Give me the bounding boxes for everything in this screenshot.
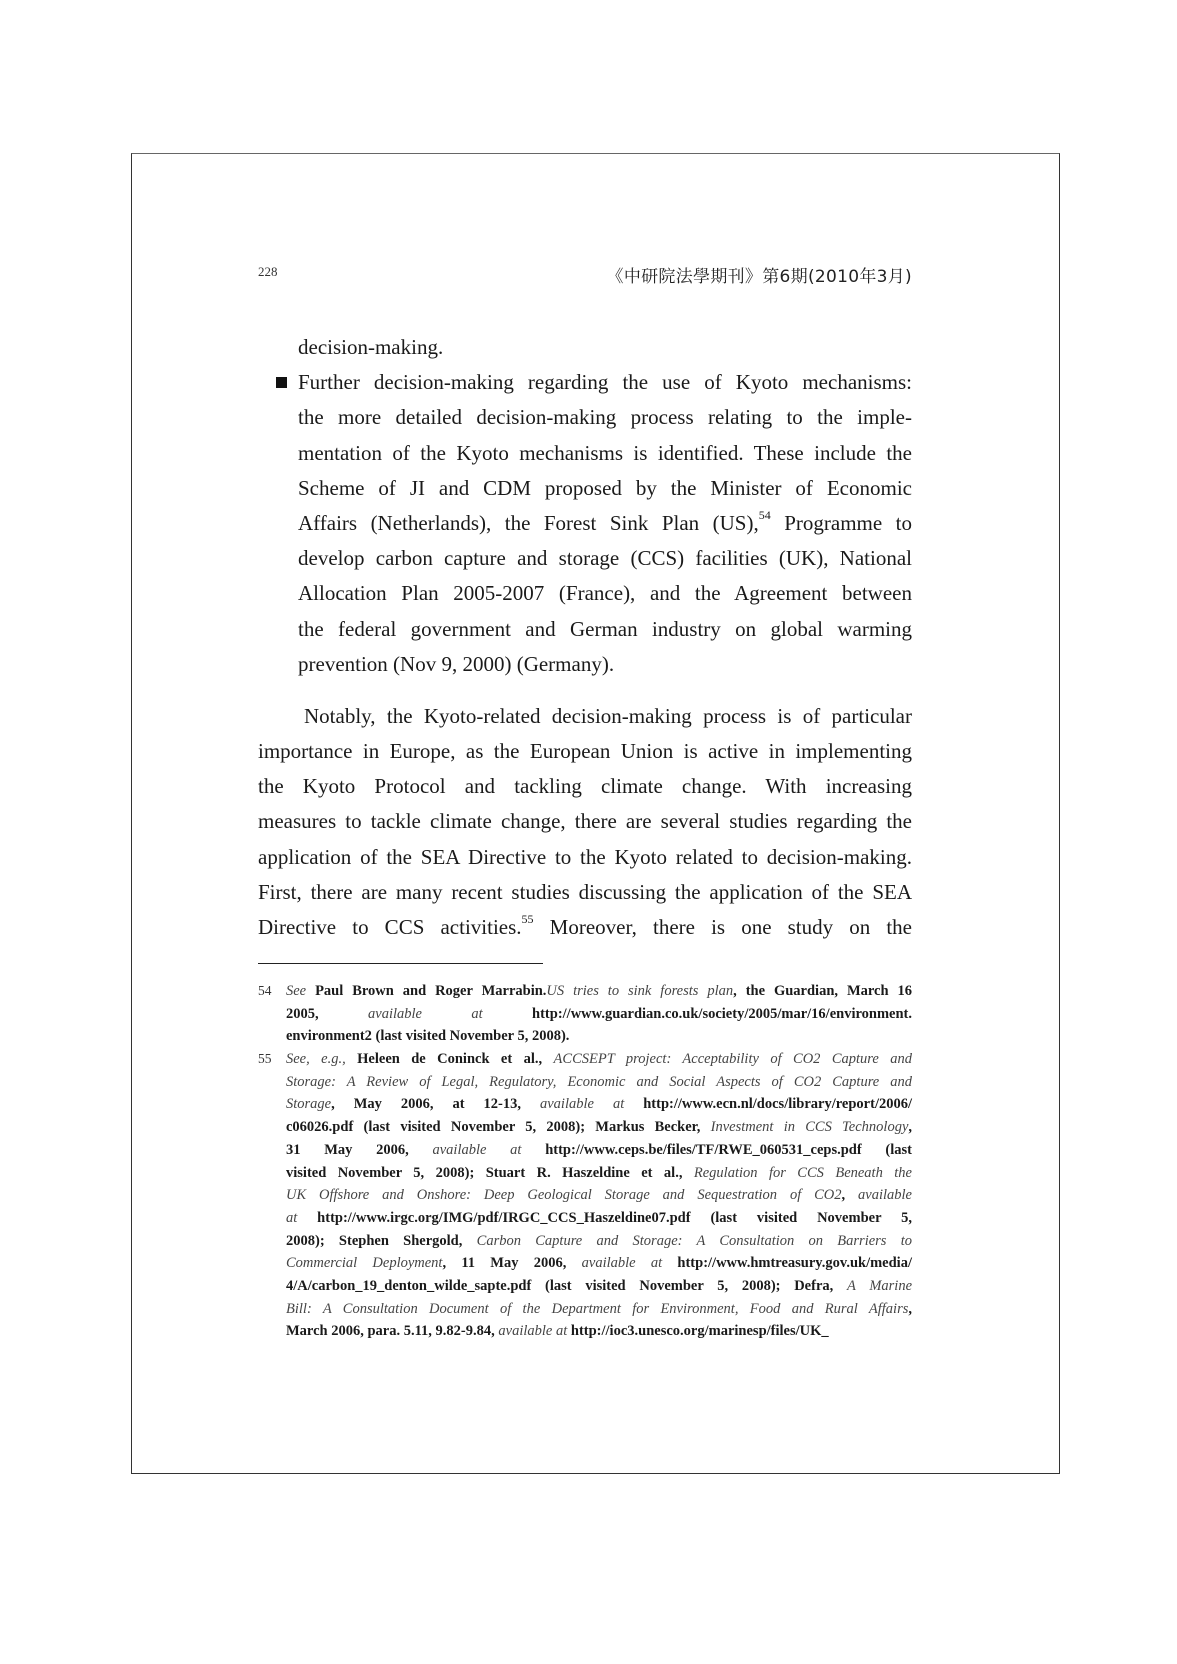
body-paragraph bbox=[258, 699, 912, 945]
footnote-line bbox=[286, 1025, 912, 1048]
running-header bbox=[258, 262, 912, 287]
footnote-text: March 2006, para. 5.11, 9.82-9.84, bbox=[286, 1323, 499, 1340]
footnote-line bbox=[286, 1207, 912, 1230]
footnote-line bbox=[286, 1093, 912, 1116]
footnote-text: See, e.g., bbox=[286, 1051, 358, 1068]
bullet-line: Allocation Plan 2005-2007 (France), and the Agreement between bbox=[298, 581, 912, 606]
footnote-text: Heleen de Coninck et al., bbox=[357, 1051, 554, 1068]
paragraph-line: Notably, the Kyoto-related decision-making process is of particular bbox=[304, 703, 912, 728]
body-text bbox=[258, 330, 912, 945]
footnote-text: ACCSEPT project: Acceptability of CO2 Capture and bbox=[553, 1051, 912, 1068]
paragraph-line: importance in Europe, as the European Union is active in implementing bbox=[258, 739, 912, 764]
bullet-line-text: Programme to bbox=[784, 510, 913, 535]
paragraph-line: application of the SEA Directive to the Kyoto related to decision-making. bbox=[258, 844, 912, 869]
footnote-line bbox=[286, 1162, 912, 1185]
footnote-text: UK Offshore and Onshore: Deep Geological Storage and Sequestration of CO2 bbox=[286, 1187, 842, 1204]
carryover-line: decision-making. bbox=[298, 335, 444, 359]
bullet-line-text: Affairs (Netherlands), the Forest Sink Plan (US), bbox=[298, 510, 759, 535]
footnote-text: visited November 5, 2008); Stuart R. Haszeldine et al., bbox=[286, 1164, 694, 1181]
footnote-number: 55 bbox=[258, 1051, 272, 1067]
footnote-text: Carbon Capture and Storage: A Consultation on Barriers to bbox=[476, 1232, 912, 1249]
bullet-line: the more detailed decision-making process relating to the imple- bbox=[298, 405, 912, 430]
bullet-line: Scheme of JI and CDM proposed by the Minister of Economic bbox=[298, 475, 912, 500]
footnote-text: , bbox=[908, 1119, 912, 1136]
footnote-text: available at bbox=[581, 1255, 678, 1272]
footnote-text: Commercial Deployment bbox=[286, 1255, 443, 1272]
footnote-text: , bbox=[908, 1300, 912, 1317]
footnote-55 bbox=[258, 1048, 912, 1343]
footnote-text: Regulation for CCS Beneath the bbox=[693, 1164, 912, 1181]
footnote-text: See bbox=[286, 983, 316, 999]
bullet-line: prevention (Nov 9, 2000) (Germany). bbox=[298, 651, 615, 676]
footnote-line bbox=[286, 1048, 912, 1071]
footnote-url[interactable]: http://www.irgc.org/IMG/pdf/IRGC_CCS_Haszeldine07.pdf (last visited November 5, bbox=[317, 1209, 913, 1226]
footnote-url[interactable]: http://www.guardian.co.uk/society/2005/mar/16/environment. bbox=[532, 1005, 912, 1022]
footnote-text: 4/A/carbon_19_denton_wilde_sapte.pdf (last visited November 5, 2008); Defra, bbox=[286, 1277, 847, 1294]
footnote-url[interactable]: http://www.hmtreasury.gov.uk/media/ bbox=[677, 1255, 912, 1272]
footnote-line bbox=[286, 1230, 912, 1253]
square-bullet-icon bbox=[276, 377, 287, 388]
footnote-text: available at bbox=[368, 1005, 533, 1022]
footnote-line bbox=[286, 1003, 912, 1026]
bullet-line bbox=[258, 506, 912, 541]
footnote-text: available at bbox=[540, 1096, 644, 1113]
page-number: 228 bbox=[258, 264, 278, 279]
footnote-text: , 11 May 2006, bbox=[442, 1255, 582, 1272]
footnotes bbox=[258, 980, 912, 1343]
footnote-url[interactable]: http://www.ecn.nl/docs/library/report/2006/ bbox=[643, 1096, 912, 1113]
footnote-url[interactable]: http://ioc3.unesco.org/marinesp/files/UK_ bbox=[570, 1323, 829, 1340]
footnote-line bbox=[286, 980, 912, 1003]
footnote-ref-55[interactable]: 55 bbox=[521, 912, 534, 926]
footnote-text: c06026.pdf (last visited November 5, 2008); Markus Becker, bbox=[286, 1119, 711, 1136]
footnote-line bbox=[286, 1184, 912, 1207]
bullet-item bbox=[258, 365, 912, 682]
footnote-text: , the Guardian, March 16 bbox=[733, 983, 912, 999]
paragraph-line: the Kyoto Protocol and tackling climate change. With increasing bbox=[258, 774, 912, 799]
footnote-text: US tries to sink forests plan bbox=[546, 983, 734, 999]
footnote-line bbox=[286, 1116, 912, 1139]
paragraph-line-text: Directive to CCS activities. bbox=[258, 915, 522, 939]
paragraph-line: measures to tackle climate change, there are several studies regarding the bbox=[258, 809, 912, 834]
paragraph-line-text: Moreover, there is one study on the bbox=[549, 915, 913, 939]
bullet-line: develop carbon capture and storage (CCS) facilities (UK), National bbox=[298, 546, 912, 571]
footnote-text: , bbox=[841, 1187, 859, 1204]
footnote-text: Bill: A Consultation Document of the Department for Environment, Food and Rural Affairs bbox=[286, 1300, 909, 1317]
footnote-text: at bbox=[286, 1209, 318, 1226]
footnote-text: Storage: A Review of Legal, Regulatory, Economic and Social Aspects of CO2 Capture and bbox=[286, 1073, 912, 1090]
bullet-line: the federal government and German industry on global warming bbox=[298, 616, 912, 641]
footnote-text: environment2 (last visited November 5, 2008). bbox=[286, 1028, 570, 1045]
footnote-line bbox=[286, 1275, 912, 1298]
footnote-text: available at bbox=[498, 1323, 571, 1340]
footnote-line bbox=[286, 1071, 912, 1094]
footnote-text: Storage bbox=[286, 1096, 332, 1113]
footnote-ref-54[interactable]: 54 bbox=[758, 507, 771, 522]
footnote-text: Investment in CCS Technology bbox=[710, 1119, 909, 1136]
footnote-text: 2005, bbox=[286, 1005, 369, 1022]
footnote-number: 54 bbox=[258, 983, 272, 998]
journal-title: 《中研院法學期刊》第6期(2010年3月) bbox=[606, 267, 912, 287]
footnote-54 bbox=[258, 980, 912, 1048]
bullet-line: mentation of the Kyoto mechanisms is identified. These include the bbox=[298, 440, 912, 465]
paragraph-line bbox=[258, 910, 912, 945]
footnote-text: available bbox=[858, 1187, 912, 1204]
footnote-line bbox=[286, 1139, 912, 1162]
bullet-line: Further decision-making regarding the use of Kyoto mechanisms: bbox=[298, 370, 912, 395]
footnote-url[interactable]: http://www.ceps.be/files/TF/RWE_060531_ceps.pdf (last bbox=[545, 1141, 912, 1158]
footnote-text: Paul Brown and Roger Marrabin. bbox=[315, 983, 547, 999]
footnote-text: A Marine bbox=[847, 1277, 913, 1294]
paragraph-line: First, there are many recent studies discussing the application of the SEA bbox=[258, 879, 912, 904]
footnote-text: 31 May 2006, bbox=[286, 1141, 433, 1158]
footnote-text: , May 2006, at 12-13, bbox=[331, 1096, 540, 1113]
footnote-text: available at bbox=[432, 1141, 546, 1158]
footnote-line bbox=[286, 1320, 912, 1343]
footnote-text: 2008); Stephen Shergold, bbox=[286, 1232, 477, 1249]
footnote-separator bbox=[258, 963, 543, 964]
footnote-line bbox=[286, 1252, 912, 1275]
footnote-line bbox=[286, 1298, 912, 1321]
